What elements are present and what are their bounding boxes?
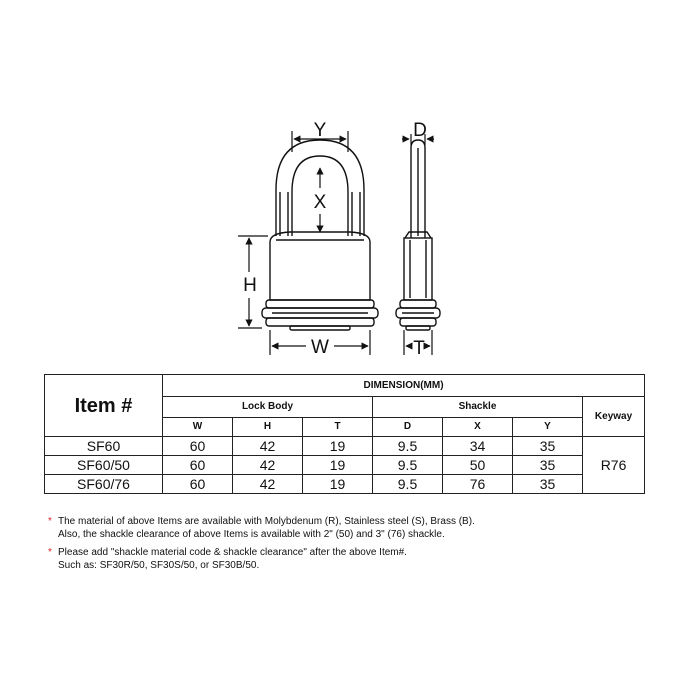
note-star: * — [48, 547, 52, 558]
value-cell: 34 — [443, 437, 513, 456]
value-cell: 35 — [513, 437, 583, 456]
value-cell: 35 — [513, 475, 583, 494]
table-row — [45, 456, 645, 475]
header-row-1 — [45, 375, 645, 397]
dimension-header: DIMENSION(MM) — [163, 375, 645, 397]
notes — [48, 515, 648, 577]
col-header-h: H — [233, 418, 303, 437]
label-t: T — [413, 338, 425, 359]
keyway-cell: R76 — [583, 437, 645, 494]
value-cell: 19 — [303, 437, 373, 456]
label-h: H — [243, 275, 257, 296]
value-cell: 50 — [443, 456, 513, 475]
value-cell: 19 — [303, 475, 373, 494]
col-header-d: D — [373, 418, 443, 437]
value-cell: 35 — [513, 456, 583, 475]
value-cell: 60 — [163, 456, 233, 475]
label-x: X — [313, 192, 327, 213]
dimension-table — [44, 374, 645, 494]
label-d: D — [413, 120, 427, 141]
value-cell: 76 — [443, 475, 513, 494]
lock-body-header: Lock Body — [163, 397, 373, 418]
label-y: Y — [313, 120, 327, 141]
item-cell: SF60/50 — [45, 456, 163, 475]
col-header-y: Y — [513, 418, 583, 437]
table-row — [45, 475, 645, 494]
value-cell: 19 — [303, 456, 373, 475]
note-line: Such as: SF30R/50, SF30S/50, or SF30B/50. — [58, 560, 260, 571]
shackle-header: Shackle — [373, 397, 583, 418]
table-row — [45, 437, 645, 456]
note-material — [48, 515, 648, 541]
col-header-w: W — [163, 418, 233, 437]
note-ordering — [48, 546, 648, 572]
value-cell: 9.5 — [373, 437, 443, 456]
item-header: Item # — [45, 375, 163, 437]
side-view — [396, 140, 440, 330]
value-cell: 60 — [163, 475, 233, 494]
lock-body — [270, 232, 370, 300]
col-header-x: X — [443, 418, 513, 437]
label-w: W — [311, 337, 329, 358]
item-cell: SF60/76 — [45, 475, 163, 494]
note-line: The material of above Items are available with Molybdenum (R), Stainless steel (S), Brass (B). — [58, 516, 475, 527]
note-star: * — [48, 516, 52, 527]
note-line: Please add "shackle material code & shackle clearance" after the above Item#. — [58, 547, 407, 558]
front-dimensions — [238, 131, 370, 355]
note-line: Also, the shackle clearance of above Items is available with 2" (50) and 3" (76) shackle. — [58, 529, 445, 540]
item-cell: SF60 — [45, 437, 163, 456]
value-cell: 9.5 — [373, 475, 443, 494]
value-cell: 42 — [233, 456, 303, 475]
value-cell: 42 — [233, 475, 303, 494]
keyway-header: Keyway — [583, 397, 645, 437]
value-cell: 42 — [233, 437, 303, 456]
value-cell: 60 — [163, 437, 233, 456]
value-cell: 9.5 — [373, 456, 443, 475]
col-header-t: T — [303, 418, 373, 437]
